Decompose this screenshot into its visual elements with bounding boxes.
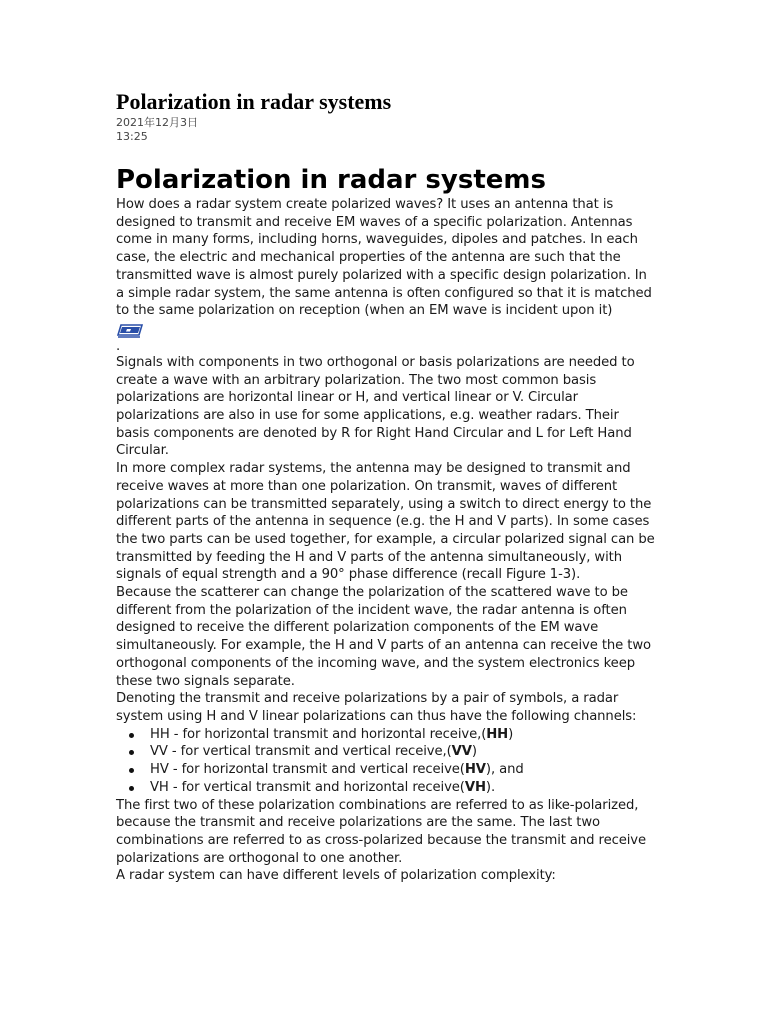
document-page — [116, 88, 656, 885]
paragraph-channels-intro: Denoting the transmit and receive polarizations by a pair of symbols, a radar system using H and V linear polarizations can thus have the following channels: — [116, 691, 637, 724]
intro-paragraph: How does a radar system create polarized waves? It uses an antenna that is designed to transmit and receive EM waves of a specific polarization. Antennas come in many forms, including horns, waveguides, dipoles and patches. In each case, the electric and mechanical properties of the antenna are such that the transmitted wave is almost purely polarized with a specific design polarization. In a simple radar system, the same antenna is often configured so that it is matched to the same polarization on reception (when an EM wave is incident upon it) — [116, 197, 652, 319]
paragraph-complex-systems: In more complex radar systems, the antenna may be designed to transmit and receive waves at more than one polarization. On transmit, waves of different polarizations can be transmitted separately, using a switch to direct energy to the different parts of the antenna in sequence (e.g. the H and V parts). In some cases the two parts can be used together, for example, a circular polarized signal can be transmitted by feeding the H and V parts of the antenna simultaneously, with signals of equal strength and a 90° phase difference (recall Figure 1-3). — [116, 461, 655, 583]
list-item: HH - for horizontal transmit and horizontal receive,(HH) — [150, 726, 656, 744]
list-item: HV - for horizontal transmit and vertical receive(HV), and — [150, 761, 656, 779]
document-title: Polarization in radar systems — [116, 89, 392, 114]
list-item: VV - for vertical transmit and vertical receive,(VV) — [150, 743, 656, 761]
list-item: VH - for vertical transmit and horizontal receive(VH). — [150, 779, 656, 797]
attachment-link-icon[interactable] — [116, 322, 144, 338]
paragraph-basis-polarizations: Signals with components in two orthogonal or basis polarizations are needed to create a wave with an arbitrary polarization. The two most common basis polarizations are horizontal linear or H, and vertical linear or V. Circular polarizations are also in use for some applications, e.g. weather radars. Their basis components are denoted by R for Right Hand Circular and L for Left Hand Circular. — [116, 354, 635, 459]
channel-list — [116, 726, 656, 797]
icon-trailing-text: . — [116, 338, 121, 354]
attachment-link[interactable] — [116, 322, 656, 340]
paragraph-scatterer: Because the scatterer can change the polarization of the scattered wave to be different from the polarization of the incident wave, the radar antenna is often designed to receive the different polarization components of the EM wave simultaneously. For example, the H and V parts of an antenna can receive the two orthogonal components of the incoming wave, and the system electronics keep these two signals separate. — [116, 585, 651, 689]
section-heading: Polarization in radar systems — [116, 165, 546, 195]
document-date: 2021年12月3日 — [116, 116, 198, 129]
document-body — [116, 196, 656, 885]
document-time: 13:25 — [116, 130, 148, 143]
paragraph-like-cross-polarized: The first two of these polarization combinations are referred to as like-polarized, because the transmit and receive polarizations are the same. The last two combinations are referred to as cross-polarized because the transmit and receive polarizations are orthogonal to one another. — [116, 797, 647, 866]
paragraph-complexity: A radar system can have different levels of polarization complexity: — [116, 868, 556, 884]
